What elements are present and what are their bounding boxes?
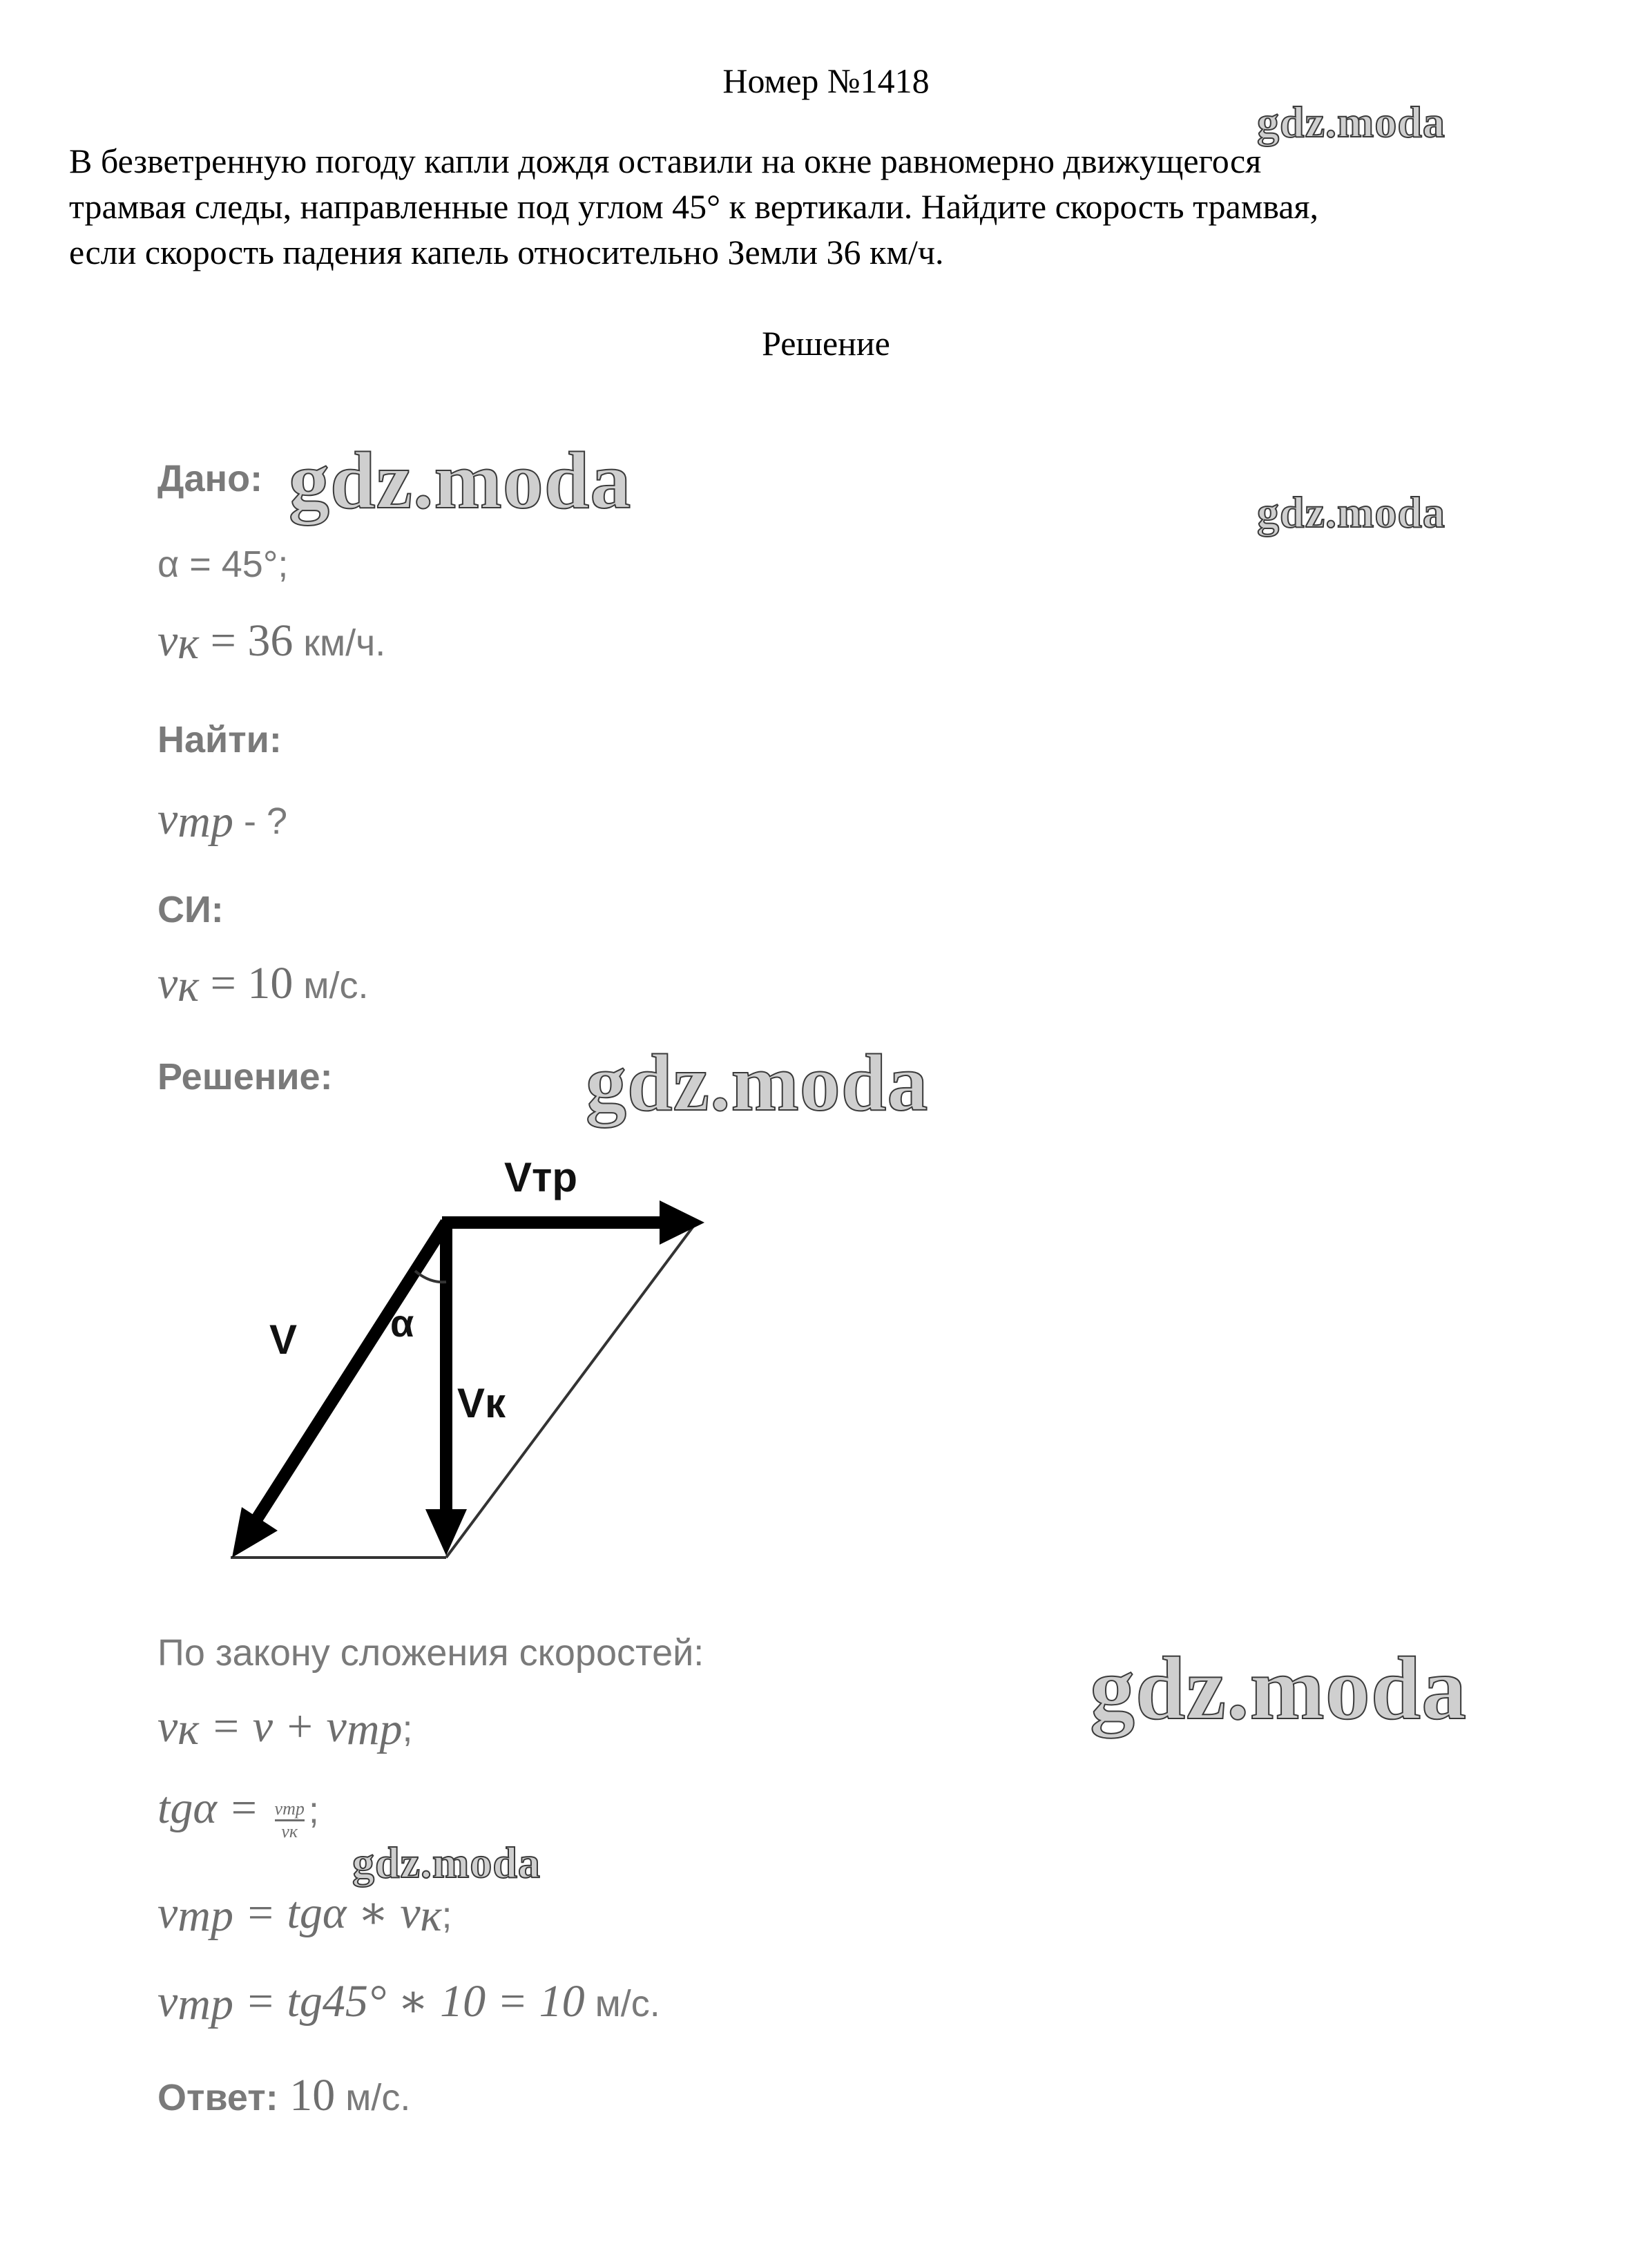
eq1-end: ; xyxy=(402,1708,413,1750)
eq1-lhs: v xyxy=(157,1701,178,1752)
eq2-numerator: vтр xyxy=(274,1798,305,1819)
find-vtr xyxy=(157,793,287,848)
problem-statement xyxy=(69,138,1609,275)
vtr-rest: - ? xyxy=(233,801,287,842)
label-vtr: Vтр xyxy=(504,1154,578,1200)
si-vk-value: = 10 xyxy=(199,958,294,1008)
vk-arrow-head xyxy=(425,1509,467,1555)
label-alpha: α xyxy=(390,1301,414,1345)
watermark: gdz.moda xyxy=(1257,97,1446,146)
vtr-symbol: v xyxy=(157,794,178,844)
vk-unit: км/ч. xyxy=(293,622,386,664)
given-label: Дано: xyxy=(157,458,263,499)
eq2-end: ; xyxy=(308,1790,319,1831)
eq4-mid: = tg45° ∗ 10 = 10 xyxy=(233,1976,585,2027)
eq4-lhs: v xyxy=(157,1976,178,2027)
watermark: gdz.moda xyxy=(1090,1639,1468,1738)
given-vk xyxy=(157,615,385,670)
eq2-fraction xyxy=(275,1799,305,1842)
eq2-lhs: tgα = xyxy=(157,1783,271,1833)
watermark: gdz.moda xyxy=(1257,488,1446,537)
si-label: СИ: xyxy=(157,889,224,930)
given-alpha: α = 45°; xyxy=(157,544,289,585)
eq3-lhs-sub: тр xyxy=(177,1890,233,1942)
problem-line: трамвая следы, направленные под углом 45° к вертикали. Найдите скорость трамвая, xyxy=(69,187,1319,226)
answer-unit: м/с. xyxy=(335,2077,411,2118)
problem-line: если скорость падения капель относительно Земли 36 км/ч. xyxy=(69,233,944,271)
equation-2 xyxy=(157,1782,319,1842)
eq3-rhs-sub: к xyxy=(420,1890,442,1942)
solution-label: Решение: xyxy=(157,1056,333,1098)
page-title: Номер №1418 xyxy=(722,61,930,100)
eq3-end: ; xyxy=(441,1895,452,1936)
answer xyxy=(157,2069,410,2122)
equation-3 xyxy=(157,1886,452,1942)
eq1-rhs-sub: тр xyxy=(346,1704,403,1755)
velocity-diagram xyxy=(207,1119,732,1575)
watermark: gdz.moda xyxy=(352,1838,541,1887)
vtr-arrow-head xyxy=(660,1200,704,1245)
si-vk-unit: м/с. xyxy=(293,965,369,1006)
eq4-unit: м/с. xyxy=(584,1983,660,2024)
eq3-lhs: v xyxy=(157,1888,178,1938)
vk-sub: к xyxy=(177,618,200,669)
si-vk xyxy=(157,957,369,1013)
vk-value: = 36 xyxy=(199,615,294,666)
eq4-lhs-sub: тр xyxy=(177,1979,233,2030)
equation-1 xyxy=(157,1701,413,1756)
find-label: Найти: xyxy=(157,719,282,760)
label-vk: Vк xyxy=(457,1380,506,1426)
equation-4 xyxy=(157,1974,660,2031)
si-vk-sub: к xyxy=(177,961,200,1012)
solution-heading: Решение xyxy=(762,324,890,363)
watermark: gdz.moda xyxy=(586,1037,929,1128)
answer-label: Ответ: xyxy=(157,2077,278,2118)
problem-line: В безветренную погоду капли дождя оставили на окне равномерно движущегося xyxy=(69,142,1262,180)
label-v: V xyxy=(269,1316,298,1363)
law-text: По закону сложения скоростей: xyxy=(157,1632,704,1674)
eq2-denominator: vк xyxy=(275,1819,305,1842)
answer-value: 10 xyxy=(278,2070,336,2120)
v-arrow-shaft xyxy=(256,1223,446,1521)
eq1-lhs-sub: к xyxy=(177,1704,200,1755)
vtr-sub: тр xyxy=(177,796,233,847)
watermark: gdz.moda xyxy=(289,435,632,526)
si-vk-symbol: v xyxy=(157,958,178,1008)
vk-symbol: v xyxy=(157,615,178,666)
eq3-mid: = tgα ∗ v xyxy=(233,1888,421,1938)
eq1-mid: = v + v xyxy=(199,1701,347,1752)
